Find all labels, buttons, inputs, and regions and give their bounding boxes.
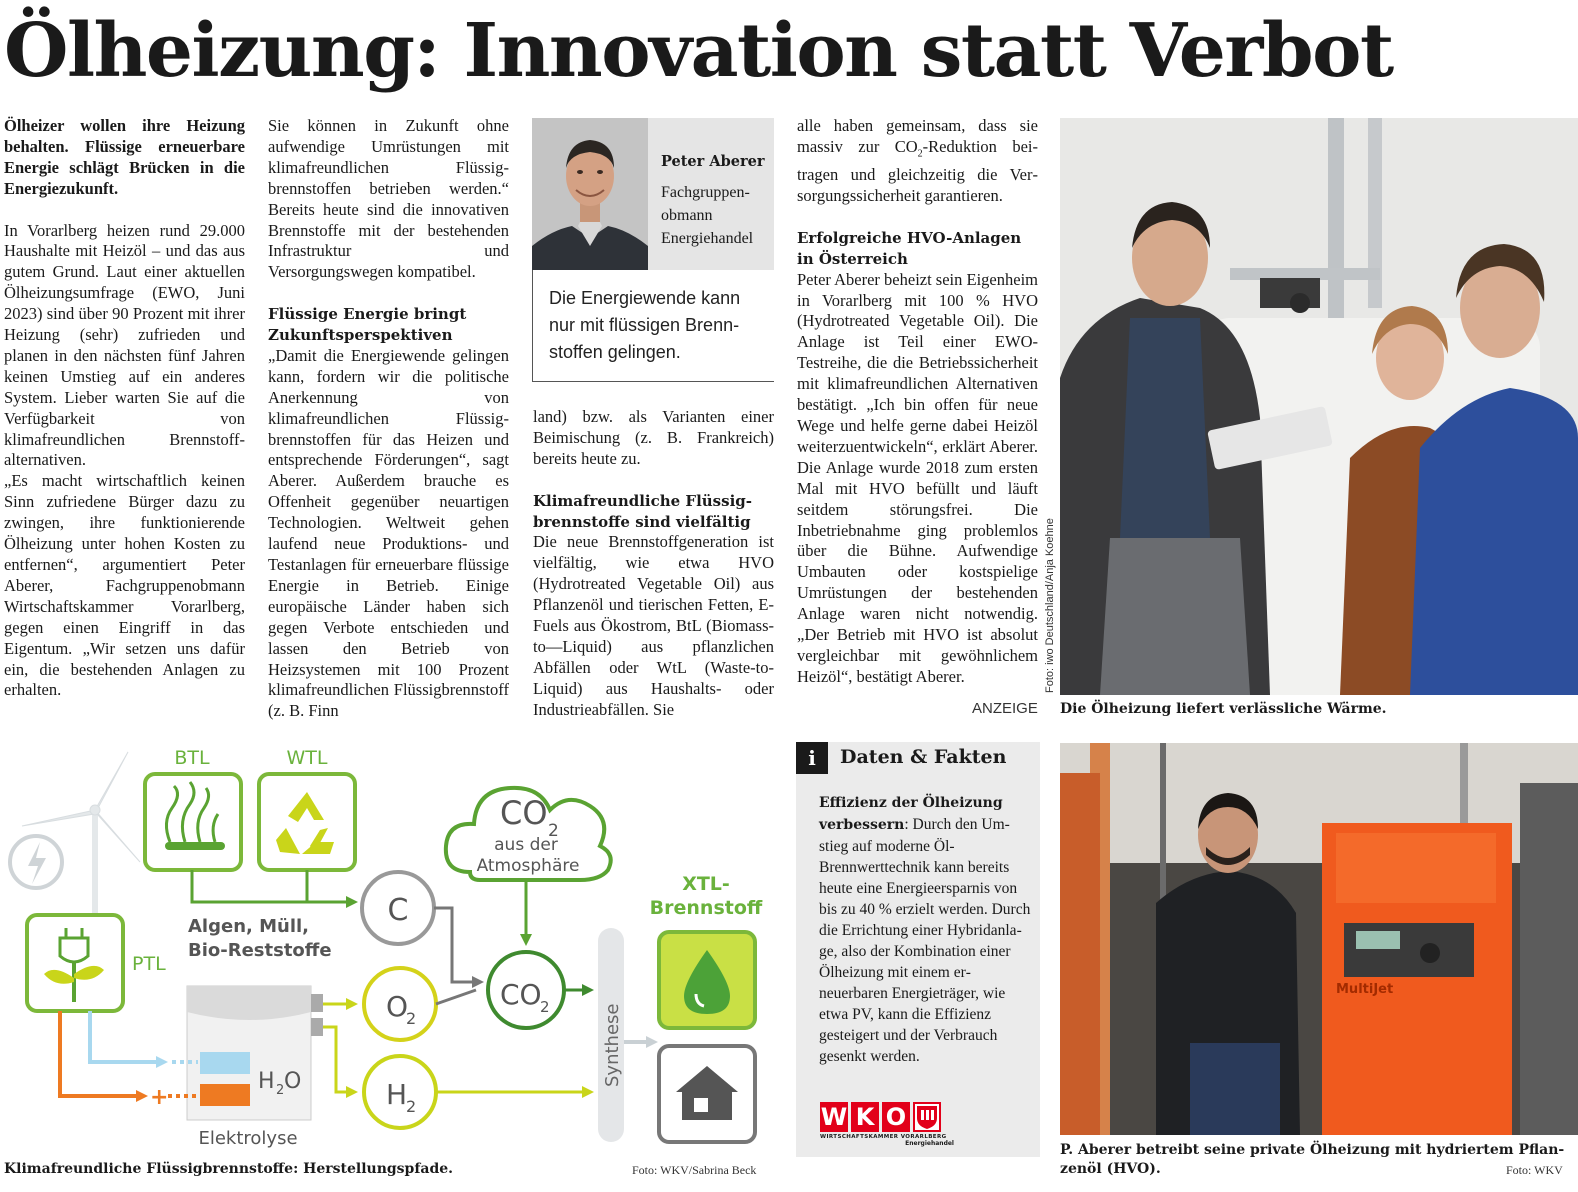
wko-subtitle: WIRTSCHAFTSKAMMER VORARLBERG [820,1134,947,1140]
article-column-3 [533,407,774,721]
xtl-label: Brennstoff [649,897,763,919]
body-paragraph: Sie können in Zukunft ohne aufwendige Umrüstungen mit klimafreundlichen Flüssigbrennstoffen betrieben werden.“ Bereits heute sind die innovativen Brennstoffe mit der bestehenden Infrastruktur und Versorgungswegen kompatibel. [268,116,509,282]
facts-lead: Effizienz der Ölheizung verbessern [819,795,1003,833]
production-diagram [0,742,776,1154]
atmosphere-label: Atmosphäre [476,856,580,876]
h2o-o-label: O [284,1069,302,1094]
photo-boiler [1060,743,1578,1135]
co2-top-label: CO [500,794,548,832]
article-column-4 [797,116,1038,688]
plus-sign: + [150,1085,169,1110]
body-text: -Reduktion beitragen und gleichzeitig die Versorgungssicherheit garantieren. [797,136,1038,206]
pull-quote [532,270,774,382]
facts-text [819,792,1031,1067]
synthesis-label: Synthese [602,1003,623,1087]
body-paragraph [797,116,1038,207]
photo-caption: P. Aberer betreibt seine private Ölheizung mit hydriertem Pflanzenöl (HVO). [1060,1142,1565,1177]
atmosphere-label: aus der [494,835,558,855]
body-paragraph: In Vorarlberg heizen rund 29.000 Haushalte mit Heizöl – und das aus gutem Grund. Laut einer aktuellen Ölheizungsumfrage (EWO, Juni 2023) sind über 90 Prozent mit ihrer Heizung (sehr) zufrieden und planen in den nächsten fünf Jahren keinen Umstieg auf ein anderes System. Lieber warten Sie auf die Verfügbarkeit von klimafreundlichen Brennstoffalternativen. [4,220,245,470]
wko-letter: K [851,1102,879,1132]
body-paragraph: land) bzw. als Varianten einer Beimischung (z. B. Frankreich) bereits heute zu. [533,407,774,468]
article-column-2 [268,116,509,722]
body-paragraph: Peter Aberer beheizt sein Eigenheim in Vorarlberg mit 100 % HVO (Hydrotreated Vegetable Oil). Die Anlage ist Teil einer EWO-Testreihe, die die Betriebssicherheit mit klimafreundlichen Alternativen bestätigt. „Ich bin offen für neue Wege und helfe gerne dabei Heizöl weiterzuentwickeln“, erklärt Aberer. Die Anlage wurde 2018 zum ersten Mal mit HVO befüllt und läuft seitdem störungsfrei. Die Inbetriebnahme ging problemlos über die Bühne. Aufwendige Umbauten oder kostspielige Umrüstungen der bestehenden Anlage waren nicht notwendig. „Der Betrieb mit HVO ist absolut vergleichbar mit gewöhnlichem Heizöl“, bestätigt Aberer. [797,269,1038,686]
wko-letter: W [820,1103,848,1131]
ptl-label: PTL [132,953,166,975]
facts-box [796,742,1040,1157]
hydrogen-label: H [386,1078,408,1111]
body-paragraph: „Damit die Energiewende gelingen kann, fordern wir die politische Anerkennung von klimafreundlichen Flüssigbrennstoffen für das Heizen und entsprechende Förderungen“, sagt Aberer. Außerdem brauche es Offenheit gegenüber neuartigen Technologien. Weltweit gehen laufend neue Produktions- und Testanlagen für erneuerbare flüssige Energie in Betrieb. Einige europäische Länder haben sich gegen Verbote entschieden und lassen den Betrieb von Heizsystemen mit 100 Prozent klimafreundlichen Flüssigbrennstoff (z. B. Finn [268,345,509,721]
photo-credit: Foto: iwo Deutschland/Anja Koehne [1044,518,1056,693]
electrolysis-label: Elektrolyse [198,1128,298,1149]
profile-role: Fachgruppen- [661,184,750,201]
article-column-1 [4,116,245,701]
subscript: 2 [540,998,550,1016]
subscript: 2 [406,1097,417,1116]
xtl-label: XTL- [682,873,730,895]
boiler-brand: MultiJet [1336,982,1394,997]
carbon-label: C [387,893,409,928]
facts-title: Daten & Fakten [840,746,1007,768]
subheading: Erfolgreiche HVO-Anlagen in Österreich [797,228,1022,268]
profile-role: Energiehandel [661,230,754,247]
body-paragraph: Die neue Brennstoffgeneration ist vielfältig, wie etwa HVO (Hydrotreated Vegetable Oil) aus Pflanzenöl und tierischen Fetten, E-Fuels aus Ökostrom, BtL (Biomass-to—Liquid) aus pflanzlichen Abfällen oder WtL (Waste-to-Liquid) aus Haushalts- oder Industrieabfällen. Sie [533,532,774,719]
co2-mid-label: CO [500,978,542,1011]
profile-name: Peter Aberer [661,153,765,170]
headline: Ölheizung: Innovation statt Verbot [4,8,1393,94]
wind-turbine-icon [22,752,140,930]
h2o-h-label: H [258,1069,275,1094]
profile-role: obmann [661,207,713,224]
subheading: Flüssige Energie bringt Zukunftsperspektiven [268,305,467,345]
photo-heating-room [1060,118,1578,695]
profile-text [661,150,771,250]
lead-paragraph: Ölheizer wollen ihre Heizung behalten. Flüssige erneuerbare Energie schlägt Brücken in die Energiezukunft. [4,116,245,198]
subheading: Klimafreundliche Flüssigbrennstoffe sind vielfältig [533,491,752,531]
portrait-photo [532,118,648,270]
profile-box [532,118,774,270]
info-icon: i [796,742,828,774]
subscript: 2 [548,821,559,841]
subscript: 2 [276,1083,285,1098]
subscript: 2 [917,148,923,160]
facts-body: : Durch den Umstieg auf moderne Öl-Brennwerttechnik kann bereits heute eine Energieersparnis von bis zu 40 % erzielt werden. Durch die Errichtung einer Hybridanlage, also der Kombination einer Ölheizung mit einem erneuerbaren Energieträger, wie etwa PV, kann die Effizienz gesteigert und der Verbrauch gesenkt werden. [819,816,1031,1065]
body-text: alle haben gemeinsam, dass sie massiv zur CO [797,116,1038,156]
algen-label: Algen, Müll, [188,916,310,937]
oxygen-label: O [386,990,409,1023]
wko-letter: O [882,1102,910,1132]
photo-credit: Foto: WKV [1506,1163,1563,1177]
coat-of-arms-icon [913,1102,941,1132]
diagram-caption: Klimafreundliche Flüssigbrennstoffe: Herstellungspfade. [4,1161,454,1177]
body-paragraph: „Es macht wirtschaftlich keinen Sinn zufriedene Bürger dazu zu zwingen, ihre funktionierende Ölheizung unter hohen Kosten zu entfernen“, argumentiert Peter Aberer, Fachgruppenobmann Wirtschaftskammer Vorarlberg, gegen einen Eingriff in das Eigentum. „Wir setzen uns dafür ein, die bestehenden Anlagen zu erhalten. [4,471,245,700]
algen-label: Bio-Reststoffe [188,940,332,961]
advertisement-label: ANZEIGE [972,700,1038,717]
wko-logo [820,1102,954,1152]
diagram-credit: Foto: WKV/Sabrina Beck [632,1163,757,1177]
wko-subtitle: Energiehandel [905,1140,954,1147]
photo-caption: Die Ölheizung liefert verlässliche Wärme. [1060,701,1387,717]
wtl-label: WTL [286,747,328,769]
facts-header [796,742,1040,774]
subscript: 2 [406,1009,417,1028]
pull-quote-text: Die Energiewende kann nur mit flüssigen Brennstoffen gelingen. [549,288,741,362]
btl-label: BTL [174,747,210,769]
